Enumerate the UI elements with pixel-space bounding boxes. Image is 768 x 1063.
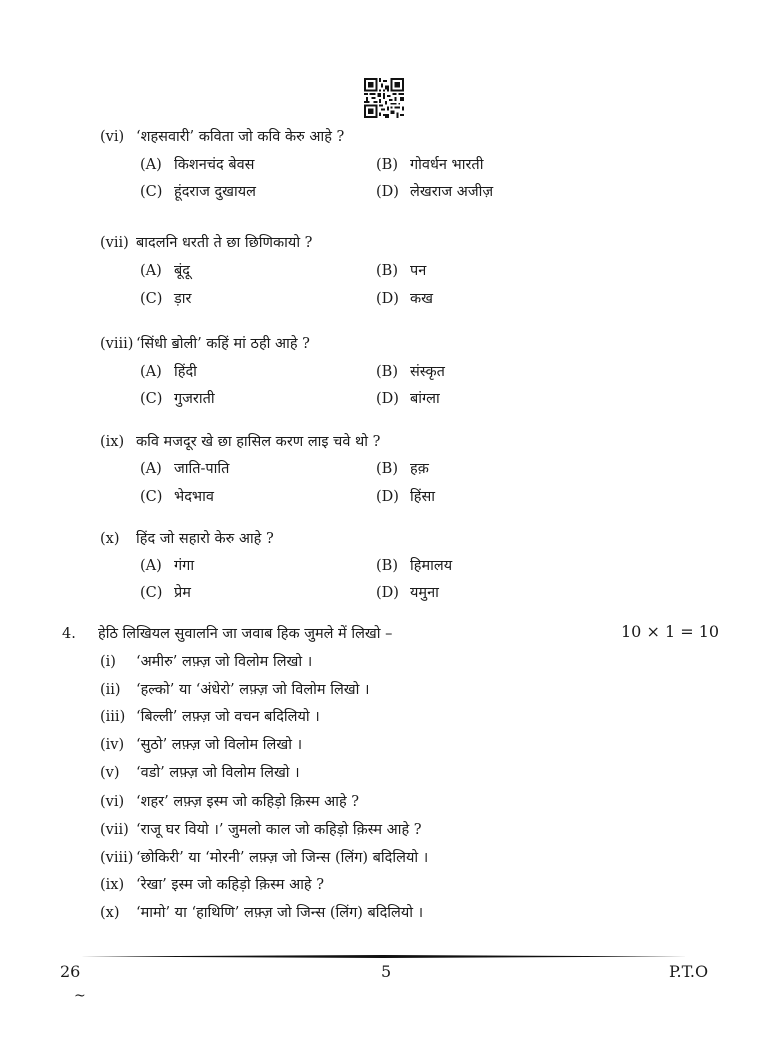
sub-question-ii: (ii) ‘हल्को’ या ‘अंधेरो’ लफ़्ज़ जो विलोम लिखो । (100, 682, 370, 698)
question-text: हिंद जो सहारो केरु आहे ? (136, 531, 274, 547)
footer-mark: ~ (74, 988, 86, 1004)
option-c: (C) गुजराती (140, 391, 215, 407)
option-d: (D) लेखराज अजीज़ (376, 184, 494, 200)
option-d: (D) कख (376, 291, 433, 307)
question-ix (100, 431, 380, 451)
sub-question-vi: (vi) ‘शहर’ लफ़्ज़ इस्म जो कहिड़ो क़िस्म आहे ? (100, 794, 360, 810)
question-text: ‘सिंधी ॿोली’ कहिं मां ठही आहे ? (136, 336, 310, 352)
paper-code: 26 (60, 962, 81, 981)
option-b: (B) संस्कृत (376, 364, 445, 380)
sub-question-ix: (ix) ‘रेखा’ इस्म जो कहिड़ो क़िस्म आहे ? (100, 877, 324, 893)
option-d: (D) यमुना (376, 585, 439, 601)
marks-scheme: 10 × 1 = 10 (621, 622, 720, 641)
option-a: (A) गंगा (140, 558, 195, 574)
page-number: 5 (381, 962, 392, 981)
question-text: हेठि लिखियल सुवालनि जा जवाब हिक जुमले में लिखो – (98, 626, 393, 642)
question-number: (vii) (100, 235, 129, 251)
question-vii (100, 232, 312, 252)
option-a: (A) हिंदी (140, 364, 197, 380)
question-number: (vi) (100, 129, 125, 145)
option-c: (C) प्रेम (140, 585, 191, 601)
sub-question-i: (i) ‘अमीरु’ लफ़्ज़ जो विलोम लिखो । (100, 654, 313, 670)
sub-question-iv: (iv) ‘सुठो’ लफ़्ज़ जो विलोम लिखो । (100, 737, 303, 753)
option-d: (D) बांग्ला (376, 391, 440, 407)
sub-question-x: (x) ‘मामो’ या ‘हाथिणि’ लफ़्ज़ जो जिन्स (लिंग) बदिलियो । (100, 905, 424, 921)
sub-question-iii: (iii) ‘बिल्ली’ लफ़्ज़ जो वचन बदिलियो । (100, 709, 320, 725)
option-a: (A) जाति-पाति (140, 461, 230, 477)
option-c: (C) ड़ार (140, 291, 192, 307)
question-text: बादलनि धरती ते छा छिणिकायो ? (136, 235, 313, 251)
question-number: (viii) (100, 336, 134, 352)
option-b: (B) हक़ (376, 461, 429, 477)
question-number: 4. (62, 626, 76, 642)
pto-label: P.T.O (669, 962, 709, 981)
sub-question-v: (v) ‘वडो’ लफ़्ज़ जो विलोम लिखो । (100, 765, 300, 781)
option-a: (A) किशनचंद बेवस (140, 157, 255, 173)
question-4-heading (62, 623, 392, 643)
option-c: (C) भेदभाव (140, 489, 214, 505)
sub-question-vii: (vii) ‘राजू घर वियो ।’ जुमलो काल जो कहिड़ो क़िस्म आहे ? (100, 822, 422, 838)
question-vi (100, 126, 344, 146)
option-d: (D) हिंसा (376, 489, 436, 505)
option-b: (B) गोवर्धन भारती (376, 157, 484, 173)
option-b: (B) हिमालय (376, 558, 453, 574)
question-number: (x) (100, 531, 120, 547)
question-number: (ix) (100, 434, 125, 450)
sub-question-viii: (viii) ‘छोकिरी’ या ‘मोरनी’ लफ़्ज़ जो जिन्स (लिंग) बदिलियो । (100, 850, 429, 866)
option-c: (C) हूंदराज दुखायल (140, 184, 257, 200)
option-b: (B) पन (376, 263, 427, 279)
qr-code (364, 78, 404, 118)
question-viii (100, 333, 310, 353)
question-text: कवि मजदूर खे छा हासिल करण लाइ चवे थो ? (136, 434, 381, 450)
question-x (100, 528, 274, 548)
footer-divider (80, 955, 688, 958)
option-a: (A) बूंदू (140, 263, 190, 279)
question-text: ‘शहसवारी’ कविता जो कवि केरु आहे ? (136, 129, 345, 145)
